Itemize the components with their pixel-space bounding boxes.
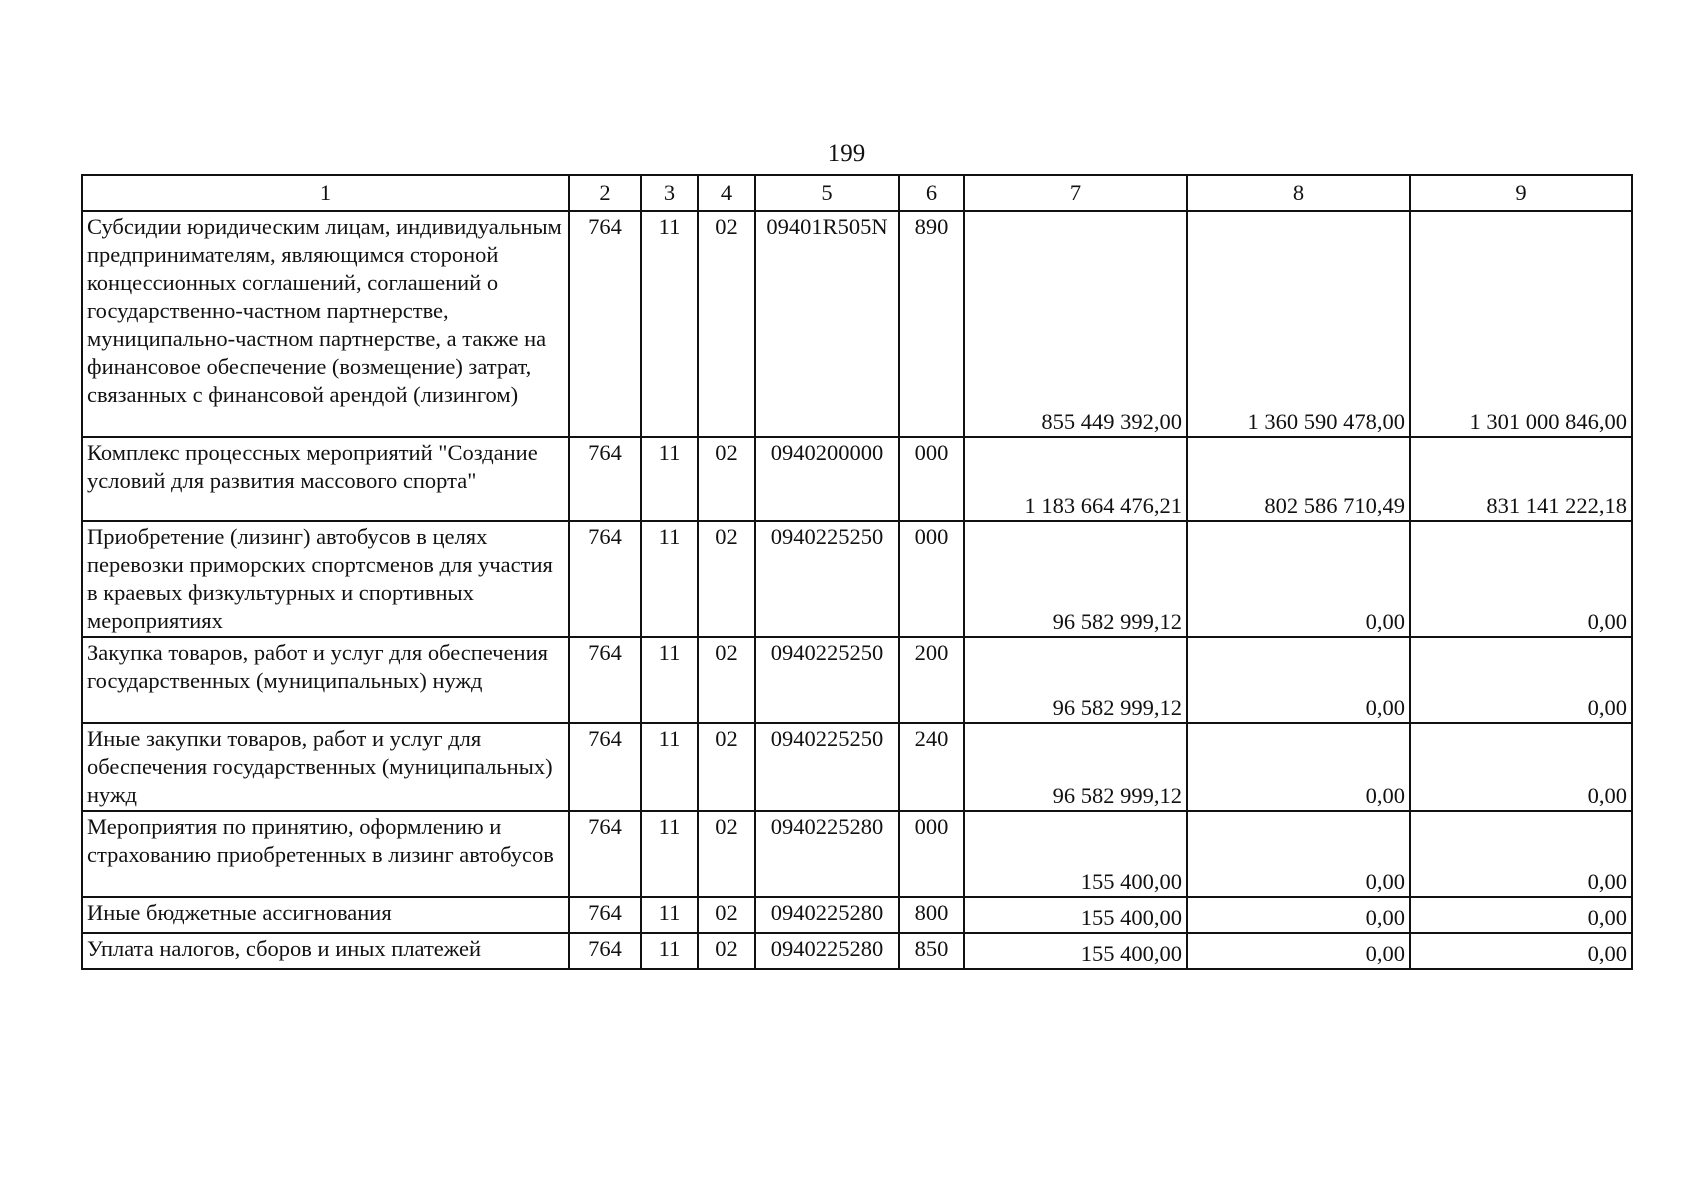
row-amount-3-cell: 831 141 222,18: [1410, 437, 1632, 521]
row-name-cell: Закупка товаров, работ и услуг для обеспечения государственных (муниципальных) нужд: [82, 637, 569, 723]
row-target-article-cell: 0940200000: [755, 437, 899, 521]
row-target-article-cell: 0940225280: [755, 811, 899, 897]
row-subsection-cell: 02: [698, 437, 755, 521]
header-cell: 2: [569, 175, 641, 211]
row-amount-3-cell: 0,00: [1410, 521, 1632, 637]
row-amount-3-cell: 1 301 000 846,00: [1410, 211, 1632, 437]
row-name-cell: Субсидии юридическим лицам, индивидуальным предпринимателям, являющимся стороной концессионных соглашений, соглашений о государственно-частном партнерстве, муниципально-частном партнерстве, а также на финансовое обеспечение (возмещение) затрат, связанных с финансовой арендой (лизингом): [82, 211, 569, 437]
row-section-cell: 11: [641, 437, 698, 521]
header-cell: 6: [899, 175, 964, 211]
row-grbs-cell: 764: [569, 933, 641, 969]
row-amount-1-cell: 96 582 999,12: [964, 521, 1187, 637]
row-subsection-cell: 02: [698, 723, 755, 811]
row-grbs-cell: 764: [569, 897, 641, 933]
row-grbs-cell: 764: [569, 211, 641, 437]
table-row: [82, 637, 1632, 723]
header-cell: 3: [641, 175, 698, 211]
table-row: [82, 211, 1632, 437]
row-grbs-cell: 764: [569, 811, 641, 897]
row-section-cell: 11: [641, 897, 698, 933]
row-target-article-cell: 0940225250: [755, 637, 899, 723]
row-subsection-cell: 02: [698, 211, 755, 437]
row-amount-2-cell: 0,00: [1187, 933, 1410, 969]
row-subsection-cell: 02: [698, 811, 755, 897]
row-section-cell: 11: [641, 637, 698, 723]
budget-table: [81, 174, 1633, 970]
table-body: [82, 175, 1632, 969]
row-expense-type-cell: 850: [899, 933, 964, 969]
row-expense-type-cell: 000: [899, 437, 964, 521]
table-row: [82, 811, 1632, 897]
row-name-cell: Мероприятия по принятию, оформлению и страхованию приобретенных в лизинг автобусов: [82, 811, 569, 897]
row-subsection-cell: 02: [698, 521, 755, 637]
header-cell: 8: [1187, 175, 1410, 211]
row-amount-2-cell: 0,00: [1187, 811, 1410, 897]
row-expense-type-cell: 000: [899, 521, 964, 637]
row-grbs-cell: 764: [569, 437, 641, 521]
header-cell: 7: [964, 175, 1187, 211]
row-amount-1-cell: 96 582 999,12: [964, 723, 1187, 811]
row-amount-1-cell: 96 582 999,12: [964, 637, 1187, 723]
row-amount-3-cell: 0,00: [1410, 811, 1632, 897]
row-name-cell: Иные закупки товаров, работ и услуг для обеспечения государственных (муниципальных) нужд: [82, 723, 569, 811]
header-cell: 9: [1410, 175, 1632, 211]
table-row: [82, 933, 1632, 969]
row-target-article-cell: 09401R505N: [755, 211, 899, 437]
row-section-cell: 11: [641, 811, 698, 897]
row-target-article-cell: 0940225250: [755, 723, 899, 811]
row-amount-2-cell: 802 586 710,49: [1187, 437, 1410, 521]
row-name-cell: Уплата налогов, сборов и иных платежей: [82, 933, 569, 969]
row-subsection-cell: 02: [698, 637, 755, 723]
row-amount-2-cell: 0,00: [1187, 723, 1410, 811]
header-cell: 5: [755, 175, 899, 211]
table-row: [82, 437, 1632, 521]
row-expense-type-cell: 240: [899, 723, 964, 811]
table-row: [82, 521, 1632, 637]
row-section-cell: 11: [641, 211, 698, 437]
header-row: [82, 175, 1632, 211]
row-expense-type-cell: 200: [899, 637, 964, 723]
row-subsection-cell: 02: [698, 933, 755, 969]
row-expense-type-cell: 000: [899, 811, 964, 897]
row-name-cell: Иные бюджетные ассигнования: [82, 897, 569, 933]
row-target-article-cell: 0940225250: [755, 521, 899, 637]
row-amount-1-cell: 1 183 664 476,21: [964, 437, 1187, 521]
row-amount-2-cell: 0,00: [1187, 637, 1410, 723]
row-amount-1-cell: 855 449 392,00: [964, 211, 1187, 437]
row-grbs-cell: 764: [569, 723, 641, 811]
row-target-article-cell: 0940225280: [755, 897, 899, 933]
row-subsection-cell: 02: [698, 897, 755, 933]
row-amount-3-cell: 0,00: [1410, 897, 1632, 933]
row-section-cell: 11: [641, 723, 698, 811]
row-amount-2-cell: 0,00: [1187, 897, 1410, 933]
row-amount-1-cell: 155 400,00: [964, 897, 1187, 933]
page-number: 199: [827, 140, 866, 167]
row-section-cell: 11: [641, 521, 698, 637]
row-name-cell: Приобретение (лизинг) автобусов в целях перевозки приморских спортсменов для участия в краевых физкультурных и спортивных мероприятиях: [82, 521, 569, 637]
row-amount-3-cell: 0,00: [1410, 723, 1632, 811]
row-grbs-cell: 764: [569, 521, 641, 637]
row-section-cell: 11: [641, 933, 698, 969]
row-target-article-cell: 0940225280: [755, 933, 899, 969]
row-name-cell: Комплекс процессных мероприятий "Создание условий для развития массового спорта": [82, 437, 569, 521]
row-grbs-cell: 764: [569, 637, 641, 723]
header-cell: 4: [698, 175, 755, 211]
row-amount-3-cell: 0,00: [1410, 933, 1632, 969]
row-amount-1-cell: 155 400,00: [964, 933, 1187, 969]
table-row: [82, 897, 1632, 933]
row-amount-2-cell: 0,00: [1187, 521, 1410, 637]
row-amount-3-cell: 0,00: [1410, 637, 1632, 723]
row-amount-2-cell: 1 360 590 478,00: [1187, 211, 1410, 437]
header-cell: 1: [82, 175, 569, 211]
row-amount-1-cell: 155 400,00: [964, 811, 1187, 897]
row-expense-type-cell: 890: [899, 211, 964, 437]
table-row: [82, 723, 1632, 811]
row-expense-type-cell: 800: [899, 897, 964, 933]
